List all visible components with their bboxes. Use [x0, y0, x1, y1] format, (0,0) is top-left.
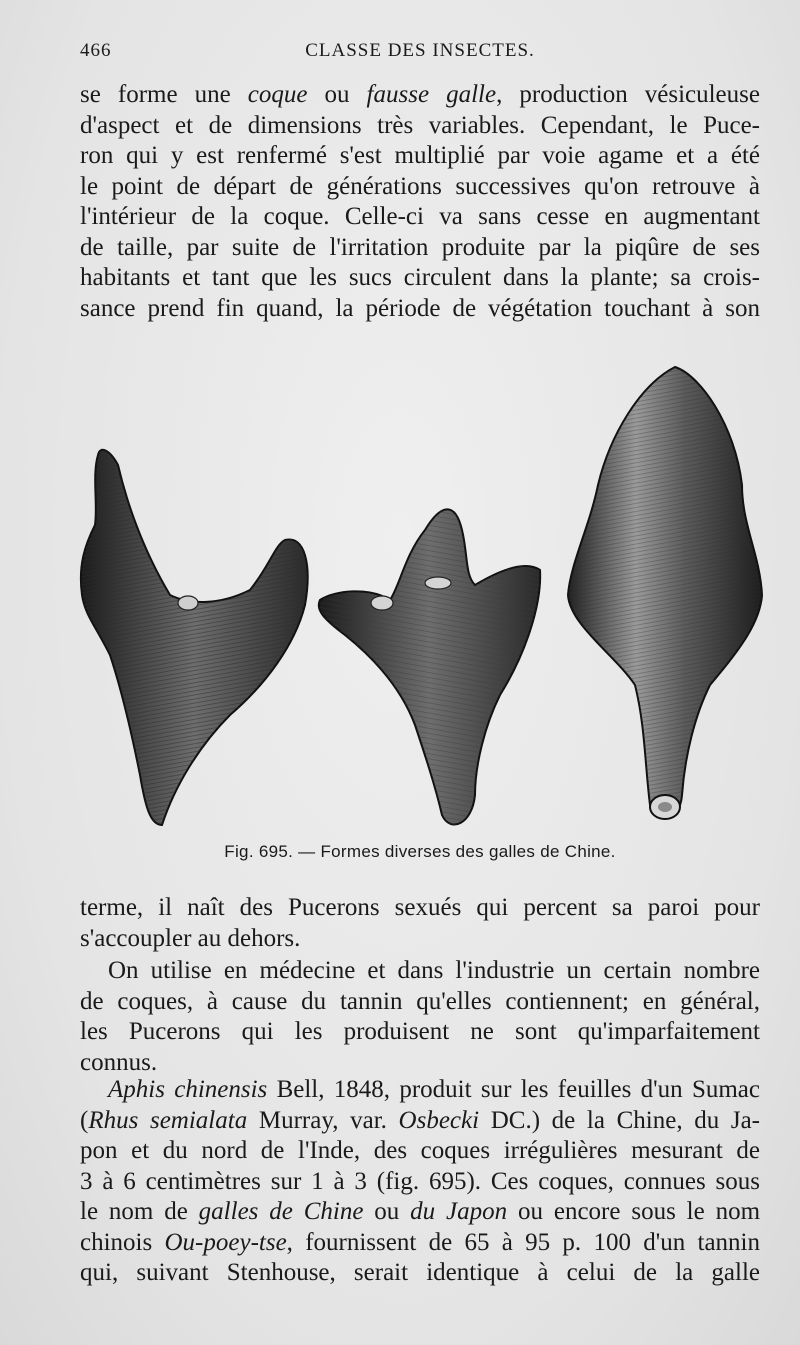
text-line: l'intérieur de la coque. Celle-ci va sans cesse en augmentant: [80, 203, 760, 230]
text-line: 3 à 6 centimètres sur 1 à 3 (fig. 695). Ces coques, connues sous: [80, 1167, 760, 1195]
text-line: (Rhus semialata Murray, var. Osbecki DC.) de la Chine, du Ja-: [80, 1106, 761, 1134]
page-number: 466: [80, 40, 112, 61]
text-line: pon et du nord de l'Inde, des coques irrégulières mesurant de: [80, 1137, 760, 1164]
running-title: CLASSE DES INSECTES.: [305, 40, 535, 61]
text-line: les Pucerons qui les produisent ne sont qu'imparfaitement: [80, 1018, 760, 1045]
paragraph-1: [80, 80, 760, 324]
text-line: le point de départ de générations successives qu'on retrouve à: [80, 172, 760, 200]
text-line: ron qui y est renfermé s'est multiplié par voie agame et a été: [80, 142, 760, 169]
text-line: sance prend fin quand, la période de végétation touchant à son: [80, 294, 760, 322]
text-line: se forme une coque ou fausse galle, production vésiculeuse: [80, 81, 760, 108]
paragraph-4: [80, 1075, 760, 1289]
text-line: le nom de galles de Chine ou du Japon ou encore sous le nom: [80, 1198, 761, 1225]
text-line: de coques, à cause du tannin qu'elles contiennent; en général,: [80, 987, 760, 1015]
text-line: terme, il naît des Pucerons sexués qui percent sa paroi pour: [80, 894, 760, 921]
text-line: chinois Ou-poey-tse, fournissent de 65 à 95 p. 100 d'un tannin: [80, 1228, 760, 1256]
text-line: Aphis chinensis Bell, 1848, produit sur les feuilles d'un Sumac: [108, 1076, 760, 1103]
text-line: s'accoupler au dehors.: [80, 924, 301, 952]
gall-engravings: [70, 355, 770, 835]
gall-middle: [319, 509, 540, 824]
page-header: [80, 40, 760, 70]
text-line: habitants et tant que les sucs circulent dans la plante; sa crois-: [80, 264, 760, 291]
text-line: de taille, par suite de l'irritation produite par la piqûre de ses: [80, 233, 760, 261]
text-line: connus.: [80, 1048, 158, 1076]
text-line: qui, suivant Stenhouse, serait identique à celui de la galle: [80, 1259, 760, 1286]
paragraph-2: [80, 893, 760, 954]
gall-left: [81, 450, 308, 825]
gall-right: [568, 367, 762, 819]
text-line: d'aspect et de dimensions très variables. Cependant, le Puce-: [80, 111, 760, 139]
paragraph-3: [80, 956, 760, 1078]
figure-caption: Fig. 695. — Formes diverses des galles de Chine.: [224, 842, 616, 861]
text-line: On utilise en médecine et dans l'industrie un certain nombre: [108, 957, 760, 984]
gall-illustration: [70, 355, 770, 835]
